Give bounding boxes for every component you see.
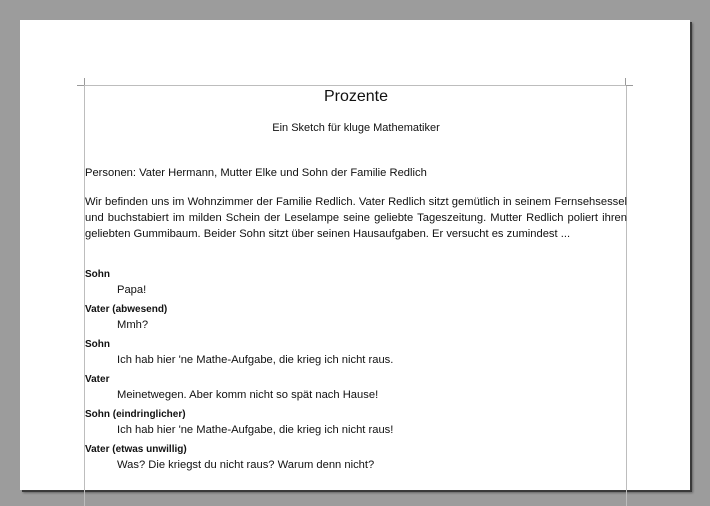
speaker-name: Sohn (eindringlicher) bbox=[85, 409, 186, 420]
speaker-name: Sohn bbox=[85, 339, 110, 350]
intro-paragraph: Wir befinden uns im Wohnzimmer der Familie Redlich. Vater Redlich sitzt gemütlich in seinem Fernsehsessel und buchstabiert im milden Schein der Leselampe seine geliebte Tageszeitung. Mutter Redlich poliert ihren geliebten Gummibaum. Beider Sohn sitzt über seinen Hausaufgaben. Er versucht es zumindest ... bbox=[85, 196, 627, 240]
spoken-line: Papa! bbox=[117, 284, 147, 296]
speaker-name: Vater (etwas unwillig) bbox=[85, 444, 187, 455]
spoken-line: Meinetwegen. Aber komm nicht so spät nach Hause! bbox=[117, 389, 379, 401]
spoken-line: Mmh? bbox=[117, 319, 149, 331]
persons-line: Personen: Vater Hermann, Mutter Elke und Sohn der Familie Redlich bbox=[85, 167, 427, 179]
dialog-entry bbox=[85, 408, 627, 439]
crop-mark bbox=[625, 78, 626, 85]
dialog-entry bbox=[85, 443, 627, 474]
spoken-line: Ich hab hier 'ne Mathe-Aufgabe, die krieg ich nicht raus. bbox=[117, 354, 394, 366]
speaker-name: Vater bbox=[85, 374, 110, 385]
crop-mark bbox=[626, 85, 633, 86]
document-title: Prozente bbox=[323, 88, 389, 105]
dialog bbox=[85, 268, 627, 474]
document-subtitle: Ein Sketch für kluge Mathematiker bbox=[272, 122, 440, 134]
crop-mark bbox=[84, 78, 85, 85]
speaker-name: Sohn bbox=[85, 269, 110, 280]
dialog-entry bbox=[85, 373, 627, 404]
dialog-entry bbox=[85, 338, 627, 369]
crop-mark bbox=[77, 85, 84, 86]
speaker-name: Vater (abwesend) bbox=[85, 304, 168, 315]
document-page bbox=[20, 20, 690, 490]
document-body[interactable] bbox=[85, 85, 627, 478]
dialog-entry bbox=[85, 268, 627, 299]
spoken-line: Ich hab hier 'ne Mathe-Aufgabe, die krieg ich nicht raus! bbox=[117, 424, 394, 436]
spoken-line: Was? Die kriegst du nicht raus? Warum denn nicht? bbox=[117, 459, 375, 471]
dialog-entry bbox=[85, 303, 627, 334]
